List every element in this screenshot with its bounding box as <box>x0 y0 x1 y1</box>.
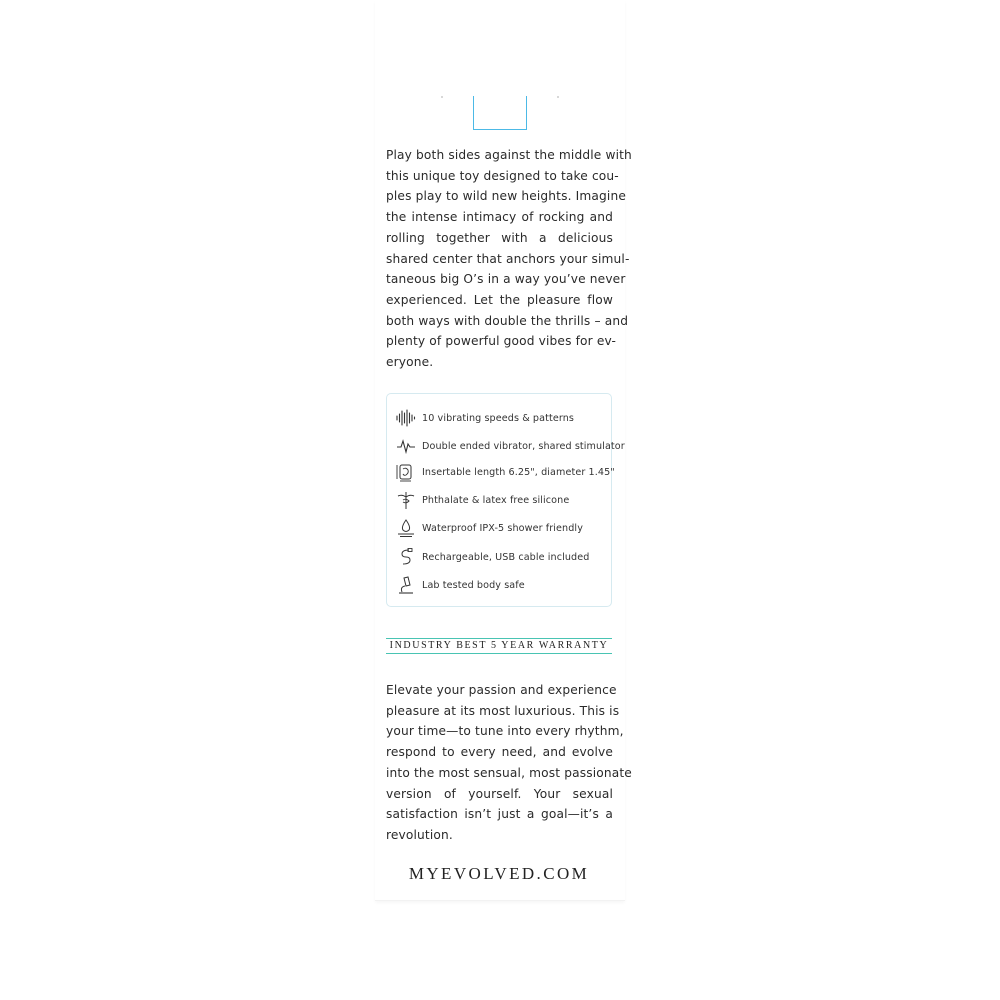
text-line: your time—to tune into every rhythm, <box>386 724 624 739</box>
decorative-dot <box>441 96 443 98</box>
feature-text: Waterproof IPX-5 shower friendly <box>422 522 583 534</box>
feature-text: Phthalate & latex free silicone <box>422 494 570 506</box>
text-line: respond to every need, and evolve <box>386 745 613 760</box>
text-line: eryone. <box>386 355 434 370</box>
text-line: both ways with double the thrills – and <box>386 313 629 328</box>
text-line: shared center that anchors your simul- <box>386 251 630 266</box>
feature-item <box>396 407 574 429</box>
text-line: the intense intimacy of rocking and <box>386 210 613 225</box>
cable-icon <box>396 547 416 567</box>
feature-item <box>396 517 583 539</box>
text-line: into the most sensual, most passionate <box>386 765 632 780</box>
feature-text: Lab tested body safe <box>422 579 525 591</box>
text-line: satisfaction isn’t just a goal—it’s a <box>386 807 613 822</box>
feature-text: Rechargeable, USB cable included <box>422 551 590 563</box>
feature-text: 10 vibrating speeds & patterns <box>422 412 574 424</box>
intro-paragraph <box>386 145 632 373</box>
water-drop-icon <box>396 518 416 538</box>
microscope-icon <box>396 575 416 595</box>
ruler-icon <box>396 462 416 482</box>
text-line: taneous big O’s in a way you’ve never <box>386 272 626 287</box>
closing-paragraph <box>386 680 632 846</box>
top-accent-frame <box>473 96 527 130</box>
text-line: rolling together with a delicious <box>386 230 613 245</box>
text-line: version of yourself. Your sexual <box>386 786 613 801</box>
feature-item <box>396 435 625 457</box>
feature-text: Insertable length 6.25", diameter 1.45" <box>422 466 615 478</box>
feature-item <box>396 461 615 483</box>
pulse-icon <box>396 436 416 456</box>
text-line: pleasure at its most luxurious. This is <box>386 703 620 718</box>
caduceus-icon <box>396 490 416 510</box>
text-line: ples play to wild new heights. Imagine <box>386 189 626 204</box>
text-line: this unique toy designed to take cou- <box>386 168 619 183</box>
text-line: plenty of powerful good vibes for ev- <box>386 334 617 349</box>
text-line: revolution. <box>386 827 453 842</box>
decorative-dot <box>557 96 559 98</box>
feature-item <box>396 546 589 568</box>
text-line: Elevate your passion and experience <box>386 683 617 697</box>
text-line: Play both sides against the middle with <box>386 148 632 162</box>
feature-item <box>396 574 525 596</box>
sound-wave-icon <box>396 408 416 428</box>
feature-item <box>396 489 569 511</box>
feature-text: Double ended vibrator, shared stimulator <box>422 440 625 452</box>
website-link[interactable]: MYEVOLVED.COM <box>408 864 590 883</box>
text-line: experienced. Let the pleasure flow <box>386 292 613 307</box>
warranty-banner: INDUSTRY BEST 5 YEAR WARRANTY <box>386 638 612 654</box>
